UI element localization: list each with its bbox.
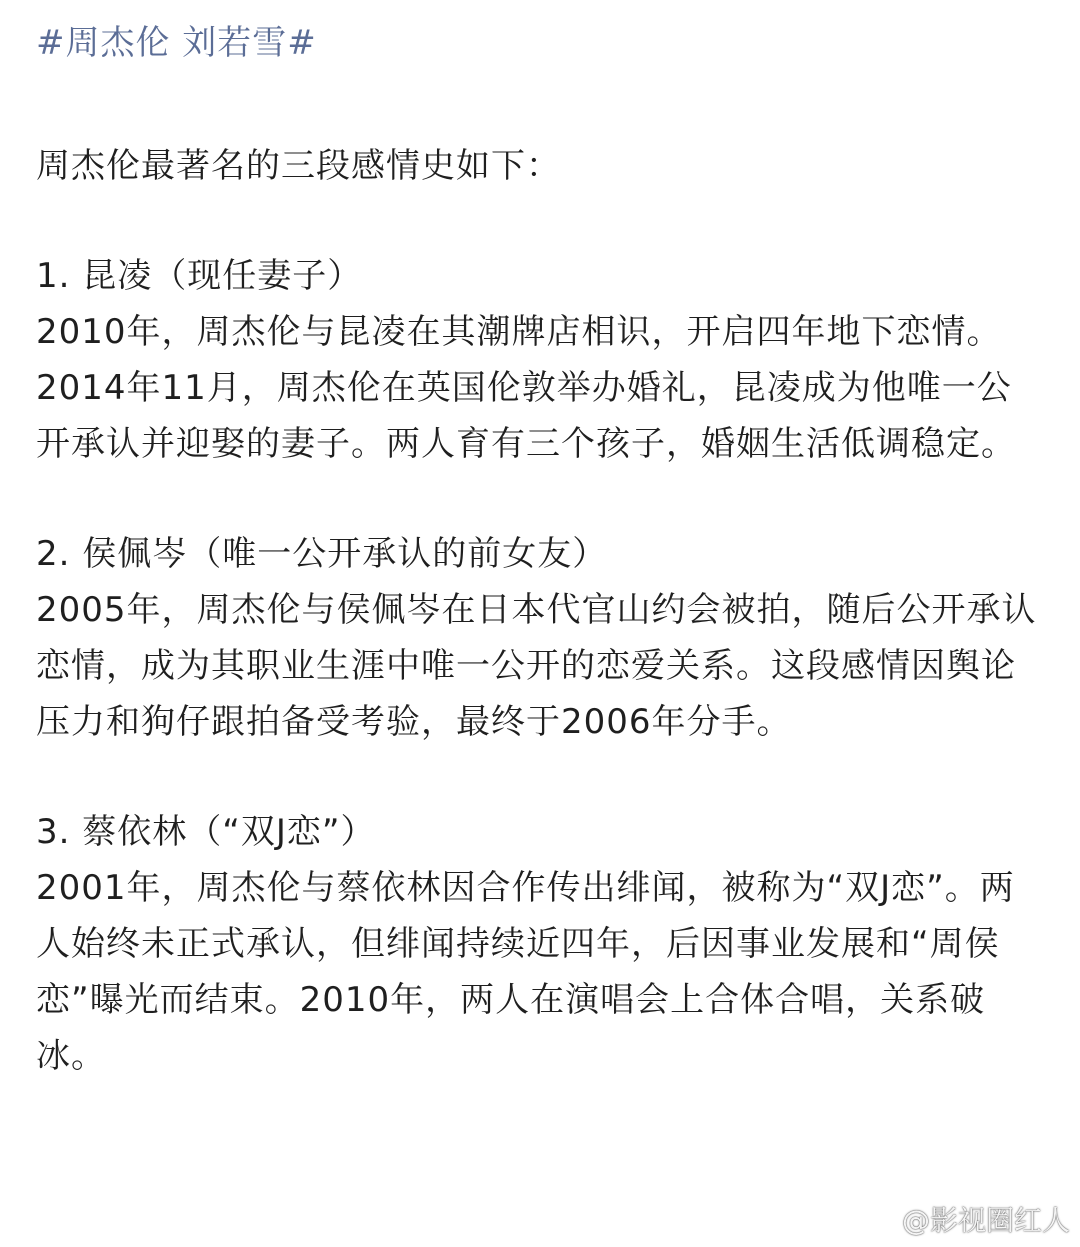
relationship-section-2 [36,526,1046,750]
watermark [858,1199,1070,1239]
hashtag-link[interactable]: #周杰伦 刘若雪# [36,23,317,63]
section-body: 2010年，周杰伦与昆凌在其潮牌店相识，开启四年地下恋情。2014年11月，周杰伦在英国伦敦举办婚礼，昆凌成为他唯一公开承认并迎娶的妻子。两人育有三个孩子，婚姻生活低调稳定。 [36,312,1016,464]
section-title: 2. 侯佩岑（唯一公开承认的前女友） [36,534,608,574]
section-title: 1. 昆凌（现任妻子） [36,256,363,296]
relationship-section-3 [36,804,1046,1084]
section-body: 2001年，周杰伦与蔡依林因合作传出绯闻，被称为“双J恋”。两人始终未正式承认，但绯闻持续近四年，后因事业发展和“周侯恋”曝光而结束。2010年，两人在演唱会上合体合唱，关系破冰。 [36,868,1015,1076]
relationship-section-1 [36,248,1046,472]
weibo-icon [858,1204,896,1234]
watermark-text: @影视圈红人 [901,1204,1070,1237]
intro-text: 周杰伦最著名的三段感情史如下： [36,146,561,186]
section-title: 3. 蔡依林（“双J恋”） [36,812,376,852]
post-content [36,18,1046,1084]
section-body: 2005年，周杰伦与侯佩岑在日本代官山约会被拍，随后公开承认恋情，成为其职业生涯中唯一公开的恋爱关系。这段感情因舆论压力和狗仔跟拍备受考验，最终于2006年分手。 [36,590,1037,742]
